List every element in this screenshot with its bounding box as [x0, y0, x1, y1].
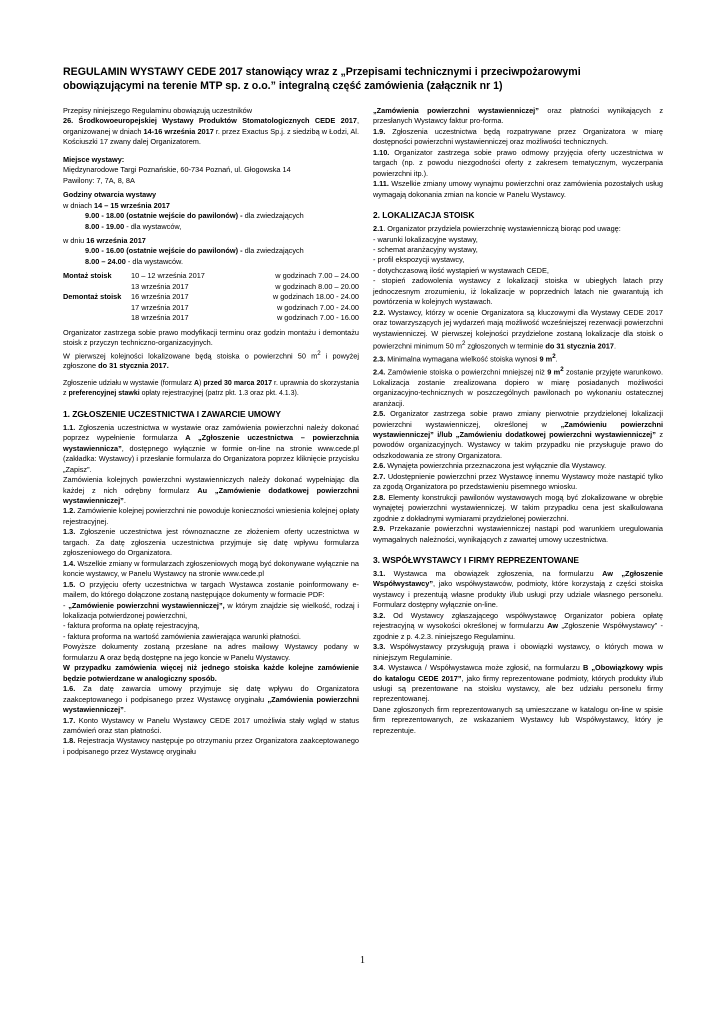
schedule-label: [63, 282, 131, 292]
right-column: [373, 106, 663, 736]
hours-line-4: 8.00 – 24.00 - dla wystawców.: [85, 256, 183, 266]
paragraph-1-9: 1.9. Zgłoszenia uczestnictwa będą rozpatrywane przez Organizatora w miarę dostępności powierzchni wystawienniczej oraz możliwości technicznych.: [373, 126, 663, 147]
paragraph-2-2: 2.2. Wystawcy, którzy w ocenie Organizatora są kluczowymi dla Wystawy CEDE 2017 oraz towarzyszących jej wydarzeń mają możliwość wcześniejszej rezerwacji powierzchni wystawienniczej. W pierwszej kolejności przydzielone zostaną lokalizacje dla stoisk o powierzchni minimum 50 $m^2$ zgłoszonych w terminie do 31 stycznia 2017.: [373, 307, 663, 351]
schedule-hours: w godzinach 7.00 – 24.00: [275, 271, 359, 281]
paragraph-1-7: 1.7. Konto Wystawcy w Panelu Wystawcy CEDE 2017 umożliwia stały wgląd w status zamówień oraz stan płatności.: [63, 715, 359, 735]
intro-paragraph: 26. Środkowoeuropejskiej Wystawy Produktów Stomatologicznych CEDE 2017, organizowanej w dniach 14-16 września 2017 r. przez Exactus Sp.j. z siedzibą w Łodzi, Al. Kościuszki 17 zwany dalej Organizatorem.: [63, 116, 359, 147]
reserve-paragraph-2: W pierwszej kolejności lokalizowane będą stoiska o powierzchni 50 $m^2$ i powyżej zgłoszone do 31 stycznia 2017.: [63, 349, 359, 371]
paragraph-3-2: 3.2. Od Wystawcy zgłaszającego współwystawcę Organizator pobiera opłatę rejestracyjną w wysokości określonej w formularzu Aw „Zgłoszenie Współwystawcy” - zgodnie z p. 4.2.3. niniejszego Regulaminu.: [373, 610, 664, 641]
regulation-title: REGULAMIN WYSTAWY CEDE 2017 stanowiący wraz z „Przepisami technicznymi i przeciwpożarowymi obowiązującymi na terenie MTP sp. z o.o.” integralną część zamówienia (załącznik nr 1): [63, 66, 581, 92]
hours-line-1: 9.00 - 18.00 (ostatnie wejście do pawilonów) - dla zwiedzających: [85, 211, 304, 221]
paragraph-1-2: 1.2. Zamówienie kolejnej powierzchni nie powoduje konieczności wniesienia kolejnej opłaty rejestracyjnej.: [63, 506, 359, 526]
schedule-label: Demontaż stoisk: [63, 292, 122, 302]
place-label: Miejsce wystawy:: [63, 154, 125, 164]
paragraph-2-1-bullet: - stopień zadowolenia wystawcy z lokalizacji stoiska w ubiegłych latach przy jednoczesnym zrozumieniu, iż lokalizacje w poprzednich latach nie gwarantują ich powtórzenia w kolejnych wystawach.: [373, 276, 663, 307]
place-pavilions: Pawilony: 7, 7A, 8, 8A: [63, 175, 135, 185]
paragraph-1-1: 1.1. Zgłoszenia uczestnictwa w wystawie oraz zamówienia powierzchni należy dokonać poprzez wypełnienie formularza A „Zgłoszenie uczestnictwa – powierzchnia wystawiennicza”, dostępnego wyłącznie w formie on-line na stronie www.cede.pl (zakładka: Wystawcy) i przesłanie formularza do Organizatora poprzez kliknięcie przycisku „Zapisz”.: [63, 422, 360, 474]
schedule-table: [63, 271, 359, 323]
paragraph-1-5-bullet: - faktura proforma na wartość zamówienia zawierająca warunki płatności.: [63, 631, 301, 641]
paragraph-1-5-after: Powyższe dokumenty zostaną przesłane na adres mailowy Wystawcy podany w formularzu A oraz będą dostępne na jego koncie w Panelu Wystawcy.: [63, 642, 359, 662]
paragraph-1-5: 1.5. O przyjęciu oferty uczestnictwa w targach Wystawca zostanie poinformowany e-mailem, do którego dołączone zostaną następujące dokumenty w formacie PDF:: [63, 579, 359, 600]
section-3-heading: 3. WSPÓŁWYSTAWCY I FIRMY REPREZENTOWANE: [373, 554, 579, 565]
paragraph-2-5: 2.5. Organizator zastrzega sobie prawo zmiany pierwotnie przydzielonej lokalizacji powierzchni wystawienniczej, określonej w „Zamówieniu powierzchni wystawienniczej” i/lub „Zamówieniu dodatkowej powierzchni wystawienniczej” z powodów organizacyjnych. Wystawcy w takim przypadku nie przysługuje prawo do odszkodowania ze strony Organizatora.: [373, 409, 663, 460]
paragraph-2-1: 2.1. Organizator przydziela powierzchnię wystawienniczą biorąc pod uwagę:: [373, 224, 621, 234]
paragraph-3-4b: Dane zgłoszonych firm reprezentowanych są umieszczane w katalogu on-line w spisie firm reprezentowanych, ze wskazaniem Wystawcy lub Współwystawcy, który je reprezentuje.: [373, 704, 663, 735]
schedule-date: 17 września 2017: [131, 302, 189, 312]
paragraph-2-4: 2.4. Zamówienie stoiska o powierzchni mniejszej niż 9 $m^2$ zostanie przyjęte warunkowo. Lokalizacja zostanie zrealizowana dopiero w miarę posiadanych możliwości organizacyjno-technicznych w poszczególnych pawilonach po wykonaniu ostatecznej aranżacji.: [373, 365, 663, 408]
left-column: [63, 106, 359, 757]
paragraph-1-11: 1.11. Wszelkie zmiany umowy wynajmu powierzchni oraz zamówienia pozostałych usług wymagają dokonania zmian na koncie w Panelu Wystawcy.: [373, 179, 663, 199]
days-line-1: w dniach 14 – 15 września 2017: [63, 200, 170, 210]
schedule-label: Montaż stoisk: [63, 271, 112, 281]
reserve-paragraph: Organizator zastrzega sobie prawo modyfikacji terminu oraz godzin montażu i demontażu stoisk z przyczyn techniczno-organizacyjnych.: [63, 327, 359, 348]
schedule-date: 13 września 2017: [131, 281, 189, 291]
paragraph-1-3: 1.3. Zgłoszenie uczestnictwa jest równoznaczne ze złożeniem oferty uczestnictwa w targach. Za datę zgłoszenia uczestnictwa przyjmuje się datę wpływu formularza zgłoszeniowego do Organizatora.: [63, 527, 359, 558]
paragraph-2-9: 2.9. Przekazanie powierzchni wystawienniczej nastąpi pod warunkiem uregulowania wymagalnych należności, wynikających z zawartej umowy uczestnictwa.: [373, 524, 663, 544]
paragraph-3-1: 3.1. Wystawca ma obowiązek zgłoszenia, na formularzu Aw „Zgłoszenie Współwystawcy”, jako współwystawców, podmioty, które korzystają z części stoiska wystawcy i prezentują własne produkty i/lub usługi przy udziale własnego personelu. Formularz dostępny wyłącznie on-line.: [373, 568, 663, 610]
paragraph-2-7: 2.7. Udostępnienie powierzchni przez Wystawcę innemu Wystawcy może nastąpić tylko za zgodą Organizatora po przedstawieniu pisemnego wniosku.: [373, 471, 663, 492]
schedule-date: 16 września 2017: [131, 292, 189, 302]
schedule-hours: w godzinach 7.00 - 24.00: [276, 302, 359, 312]
schedule-hours: w godzinach 18.00 - 24.00: [272, 292, 359, 302]
paragraph-3-4: 3.4. Wystawca / Współwystawca może zgłosić, na formularzu B „Obowiązkowy wpis do katalogu CEDE 2017”, jako firmy reprezentowane podmioty, których produkty i/lub usługi są prezentowane na stoisku wystawcy, ale bez udziału personelu firmy reprezentowanej.: [373, 663, 663, 704]
paragraph-2-8: 2.8. Elementy konstrukcji pawilonów wystawowych mogą być zlokalizowane w obrębie wynajętej powierzchni wystawienniczej. W takim przypadku cena jest skalkulowana zgodnie z dokładnymi wymiarami przydzielonej powierzchni.: [373, 492, 663, 523]
paragraph-2-6: 2.6. Wynajęta powierzchnia przeznaczona jest wyłącznie dla Wystawcy.: [373, 461, 607, 471]
paragraph-1-10: 1.10. Organizator zastrzega sobie prawo odmowy przyjęcia oferty uczestnictwa w targach (np. z powodu niezgodności oferty z zakresem tematycznym, wyczerpania powierzchni itp.).: [373, 147, 663, 178]
submission-note: Zgłoszenie udziału w wystawie (formularz A) przed 30 marca 2017 r. uprawnia do skorzystania z preferencyjnej stawki opłaty rejestracyjnej (patrz pkt. 1.3 oraz pkt. 4.1.3).: [63, 379, 360, 397]
paragraph-1-5-bullet: - „Zamówienie powierzchni wystawienniczej”, w którym znajdzie się wielkość, rodzaj i lokalizacja potwierdzonej powierzchni,: [63, 600, 359, 621]
paragraph-2-1-bullet: - profil ekspozycji wystawcy,: [373, 255, 465, 265]
intro-line: Przepisy niniejszego Regulaminu obowiązują uczestników: [63, 106, 252, 115]
paragraph-1-5-bullet: - faktura proforma na opłatę rejestracyjną,: [63, 621, 200, 631]
hours-line-2: 8.00 - 19.00 - dla wystawców,: [85, 221, 182, 231]
section-1-heading: 1. ZGŁOSZENIE UCZESTNICTWA I ZAWARCIE UMOWY: [63, 408, 281, 419]
schedule-hours: w godzinach 8.00 – 20.00: [275, 281, 359, 291]
schedule-label: [63, 303, 131, 313]
schedule-date: 10 – 12 września 2017: [131, 271, 205, 281]
paragraph-1-4: 1.4. Wszelkie zmiany w formularzach zgłoszeniowych mogą być dokonywane wyłącznie na koncie wystawcy, w Panelu Wystawcy na stronie www.cede.pl: [63, 558, 359, 579]
schedule-date: 18 września 2017: [131, 313, 189, 323]
paragraph-1-5-warning: W przypadku zamówienia więcej niż jednego stoiska każde kolejne zamówienie będzie potwierdzane w analogiczny sposób.: [63, 663, 359, 683]
paragraph-1-6: 1.6. Za datę zawarcia umowy przyjmuje się datę wpływu do Organizatora zaakceptowanego i podpisanego przez Wystawcę oryginału „Zamówienia powierzchni wystawienniczej”.: [63, 684, 359, 715]
hours-line-3: 9.00 - 16.00 (ostatnie wejście do pawilonów) - dla zwiedzających: [85, 246, 304, 256]
paragraph-1-1b: Zamówienia kolejnych powierzchni wystawienniczych należy dokonać wypełniając dla każdej z nich odrębny formularz Au „Zamówienie dodatkowej powierzchni wystawienniczej”.: [63, 475, 360, 506]
paragraph-2-1-bullet: - schemat aranżacyjny wystawy,: [373, 244, 478, 254]
schedule-hours: w godzinach 7.00 - 16.00: [276, 313, 359, 323]
paragraph-2-1-bullet: - dotychczasową ilość wystąpień w wystawach CEDE,: [373, 265, 549, 275]
paragraph-3-3: 3.3. Współwystawcy przysługują prawa i obowiązki wystawcy, o których mowa w niniejszym Regulaminie.: [373, 642, 663, 662]
days-line-2: w dniu 16 września 2017: [63, 235, 146, 245]
place-address: Międzynarodowe Targi Poznańskie, 60-734 Poznań, ul. Głogowska 14: [63, 165, 291, 175]
schedule-label: [63, 313, 131, 323]
paragraph-2-1-bullet: - warunki lokalizacyjne wystawy,: [373, 234, 478, 244]
section-2-heading: 2. LOKALIZACJA STOISK: [373, 210, 475, 221]
paragraph-1-8: 1.8. Rejestracja Wystawcy następuje po otrzymaniu przez Organizatora zaakceptowanego i podpisanego przez Wystawcę oryginału: [63, 736, 359, 756]
paragraph-1-8-cont: „Zamówienia powierzchni wystawienniczej” oraz płatności wynikających z przesłanych Wystawcy faktur pro-forma.: [373, 106, 663, 126]
hours-label: Godziny otwarcia wystawy: [63, 190, 157, 200]
paragraph-2-3: 2.3. Minimalna wymagana wielkość stoiska wynosi 9 $m^2$.: [373, 352, 558, 364]
page-number: 1: [360, 955, 365, 966]
